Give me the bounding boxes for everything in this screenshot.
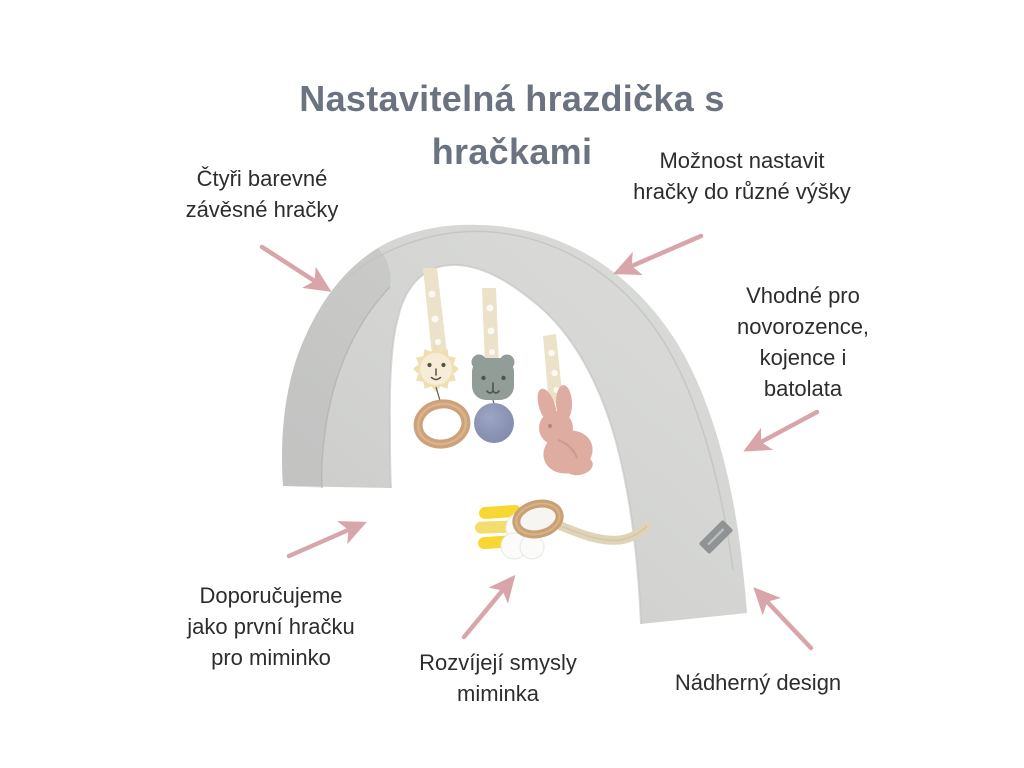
annotation-line: Vhodné pro bbox=[746, 283, 860, 308]
arrow-top-right bbox=[618, 236, 701, 272]
annotation-line: miminka bbox=[457, 681, 539, 706]
annotation-develops-senses bbox=[394, 647, 602, 709]
bear-head bbox=[472, 358, 514, 400]
annotation-adjustable-height bbox=[596, 145, 888, 207]
strap-dot bbox=[489, 349, 495, 355]
arrow-top-left bbox=[262, 247, 327, 289]
strap-dot bbox=[435, 339, 441, 345]
annotation-line: závěsné hračky bbox=[185, 197, 339, 222]
strap-dot bbox=[429, 291, 436, 298]
annotation-suitable-ages bbox=[700, 280, 906, 404]
wooden-ring bbox=[415, 400, 469, 448]
page-title-line: Nastavitelná hrazdička s bbox=[299, 78, 725, 120]
page-title-line: hračkami bbox=[431, 131, 593, 173]
lion-eye bbox=[441, 363, 445, 367]
annotation-line: hračky do různé výšky bbox=[633, 179, 851, 204]
bunny-eye bbox=[548, 424, 552, 428]
annotation-line: Možnost nastavit bbox=[659, 148, 825, 173]
strap-dot bbox=[548, 350, 555, 357]
bear-eye bbox=[481, 376, 485, 380]
wooden-ring bbox=[513, 499, 563, 539]
floor-toy-sun-rattle bbox=[475, 499, 647, 559]
toy-strap bbox=[423, 268, 447, 356]
strap-dot bbox=[487, 305, 494, 312]
annotation-first-toy bbox=[153, 580, 389, 673]
annotation-line: batolata bbox=[763, 376, 843, 401]
annotation-line: kojence i bbox=[759, 345, 847, 370]
arrow-bottom-right bbox=[757, 591, 811, 648]
annotation-line: jako první hračku bbox=[187, 614, 355, 639]
annotation-line: Čtyři barevné bbox=[196, 166, 328, 191]
arrow-bottom-center bbox=[464, 579, 512, 637]
annotation-line: pro miminko bbox=[211, 645, 331, 670]
annotation-line: Rozvíjejí smysly bbox=[419, 650, 577, 675]
cloud-blob bbox=[520, 535, 544, 559]
lion-eye bbox=[427, 363, 431, 367]
annotation-line: Nádherný design bbox=[674, 670, 842, 695]
arrow-bottom-left bbox=[289, 524, 362, 556]
play-gym-arch bbox=[282, 225, 747, 624]
hanging-toy-lion bbox=[413, 268, 469, 448]
arrow-right bbox=[748, 412, 817, 449]
strap-dot bbox=[551, 370, 558, 377]
blue-ball bbox=[474, 403, 514, 443]
annotation-four-hanging-toys bbox=[140, 163, 384, 225]
annotation-beautiful-design bbox=[643, 667, 873, 698]
annotation-line: Doporučujeme bbox=[199, 583, 343, 608]
bear-eye bbox=[501, 376, 505, 380]
strap-dot bbox=[432, 316, 439, 323]
hanging-toy-bear bbox=[472, 288, 515, 443]
annotation-line: novorozence, bbox=[736, 314, 870, 339]
strap-dot bbox=[488, 328, 495, 335]
